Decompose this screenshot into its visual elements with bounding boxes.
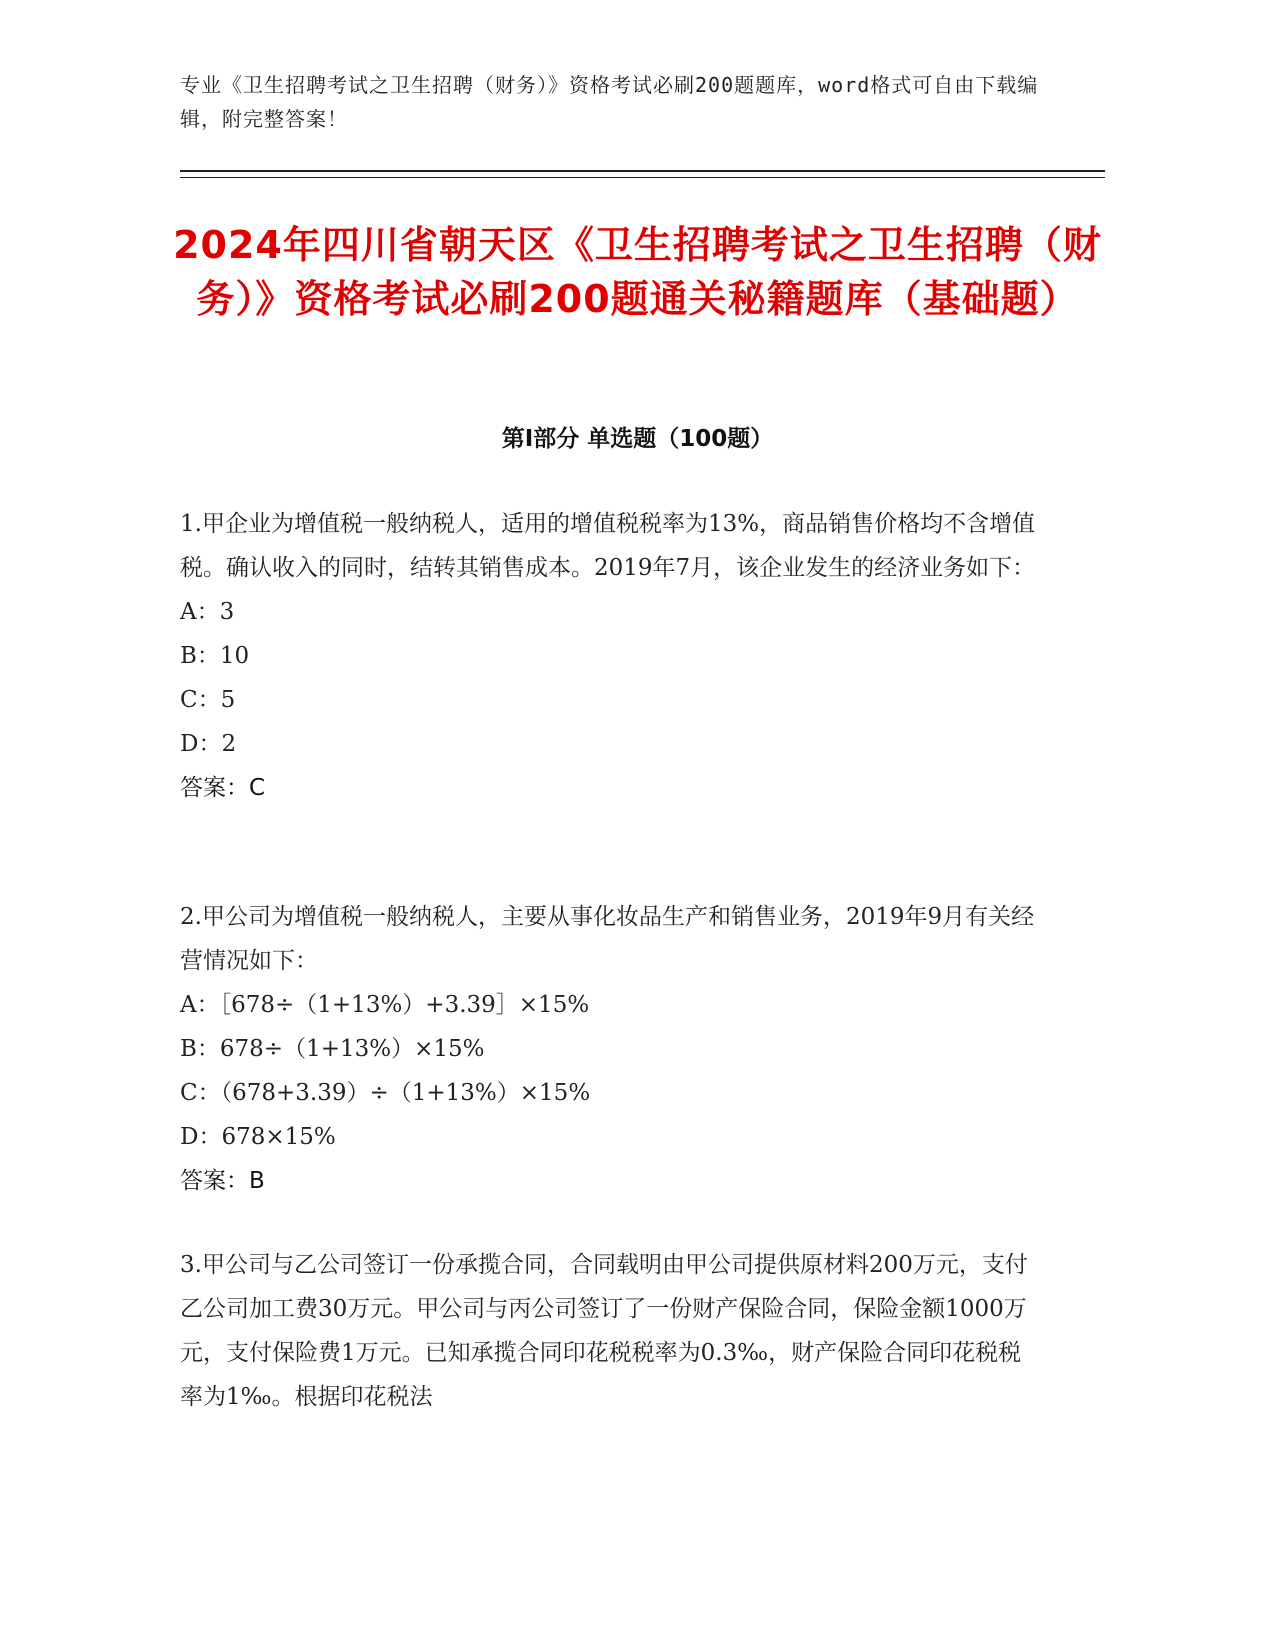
answer-line: 答案：B bbox=[180, 1168, 265, 1194]
section-heading: 第I部分 单选题（100题） bbox=[501, 426, 774, 452]
question-stem: 3.甲公司与乙公司签订一份承揽合同，合同载明由甲公司提供原材料200万元，支付乙公司加工费30万元。甲公司与丙公司签订了一份财产保险合同，保险金额1000万元，支付保险费1万元。已知承揽合同印花税税率为0.3‰，财产保险合同印花税税率为1‰。根据印花税法 bbox=[180, 1252, 1028, 1410]
option-c: C：5 bbox=[180, 687, 236, 713]
document-title: 2024年四川省朝天区《卫生招聘考试之卫生招聘（财务）》资格考试必刷200题通关秘籍题库（基础题） bbox=[173, 223, 1102, 321]
header-note: 专业《卫生招聘考试之卫生招聘（财务）》资格考试必刷200题题库，word格式可自由下载编辑，附完整答案！ bbox=[180, 73, 1039, 131]
option-d: D：2 bbox=[180, 731, 237, 757]
question-stem: 1.甲企业为增值税一般纳税人，适用的增值税税率为13%，商品销售价格均不含增值税。确认收入的同时，结转其销售成本。2019年7月，该企业发生的经济业务如下： bbox=[180, 511, 1036, 581]
question-3 bbox=[180, 1243, 1040, 1419]
option-c: C：（678+3.39）÷（1+13%）×15% bbox=[180, 1080, 591, 1106]
option-b: B：678÷（1+13%）×15% bbox=[180, 1036, 485, 1062]
question-stem: 2.甲公司为增值税一般纳税人，主要从事化妆品生产和销售业务，2019年9月有关经营情况如下： bbox=[180, 904, 1035, 974]
question-2 bbox=[180, 895, 1040, 1203]
option-a: A：3 bbox=[180, 599, 235, 625]
option-d: D：678×15% bbox=[180, 1124, 336, 1150]
header-divider-thin bbox=[180, 177, 1105, 178]
answer-line: 答案：C bbox=[180, 775, 266, 801]
option-b: B：10 bbox=[180, 643, 250, 669]
option-a: A：［678÷（1+13%）+3.39］×15% bbox=[180, 992, 590, 1018]
header-divider-thick bbox=[180, 170, 1105, 172]
question-1 bbox=[180, 502, 1040, 810]
